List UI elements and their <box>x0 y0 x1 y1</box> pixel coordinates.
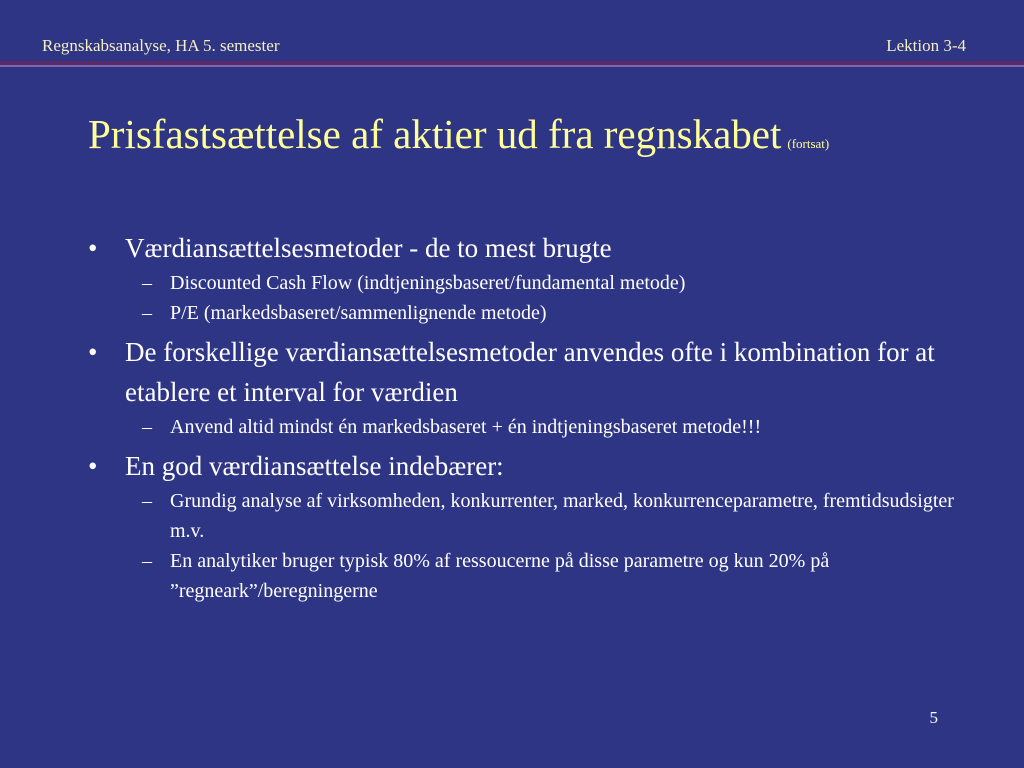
sub-bullet-text: P/E (markedsbaseret/sammenlignende metode) <box>170 302 547 324</box>
sub-bullet-item <box>88 298 958 328</box>
sub-bullet-item <box>88 486 958 546</box>
bullet-text: De forskellige værdiansættelsesmetoder anvendes ofte i kombination for at etablere et interval for værdien <box>125 337 935 407</box>
bullet-text: En god værdiansættelse indebærer: <box>125 451 504 481</box>
slide-body <box>88 228 958 606</box>
bullet-item <box>88 228 958 268</box>
sub-bullet-text: Grundig analyse af virksomheden, konkurrenter, marked, konkurrenceparametre, fremtidsudsigter m.v. <box>170 490 954 542</box>
slide-title-main: Prisfastsættelse af aktier ud fra regnskabet <box>88 111 782 157</box>
bullet-icon: • <box>88 451 98 481</box>
slide-title-suffix: (fortsat) <box>787 136 830 151</box>
sub-bullet-item <box>88 268 958 298</box>
sub-bullet-text: Discounted Cash Flow (indtjeningsbaseret/fundamental metode) <box>170 272 686 294</box>
header-course-label: Regnskabsanalyse, HA 5. semester <box>42 36 280 55</box>
bullet-text: Værdiansættelsesmetoder - de to mest brugte <box>125 233 612 263</box>
sub-bullet-text: En analytiker bruger typisk 80% af ressoucerne på disse parametre og kun 20% på ”regneark”/beregningerne <box>170 550 830 602</box>
sub-bullet-item <box>88 412 958 442</box>
header-divider-highlight <box>0 65 1024 67</box>
page-number: 5 <box>929 708 938 727</box>
sub-bullet-text: Anvend altid mindst én markedsbaseret + én indtjeningsbaseret metode!!! <box>170 416 762 438</box>
dash-icon: – <box>142 302 152 324</box>
dash-icon: – <box>142 490 152 512</box>
dash-icon: – <box>142 272 152 294</box>
bullet-item <box>88 446 958 486</box>
bullet-item <box>88 332 958 412</box>
bullet-icon: • <box>88 337 98 367</box>
sub-bullet-item <box>88 546 958 606</box>
dash-icon: – <box>142 550 152 572</box>
dash-icon: – <box>142 416 152 438</box>
header-lecture-label: Lektion 3-4 <box>886 36 966 55</box>
bullet-icon: • <box>88 233 98 263</box>
slide-title <box>88 110 829 168</box>
